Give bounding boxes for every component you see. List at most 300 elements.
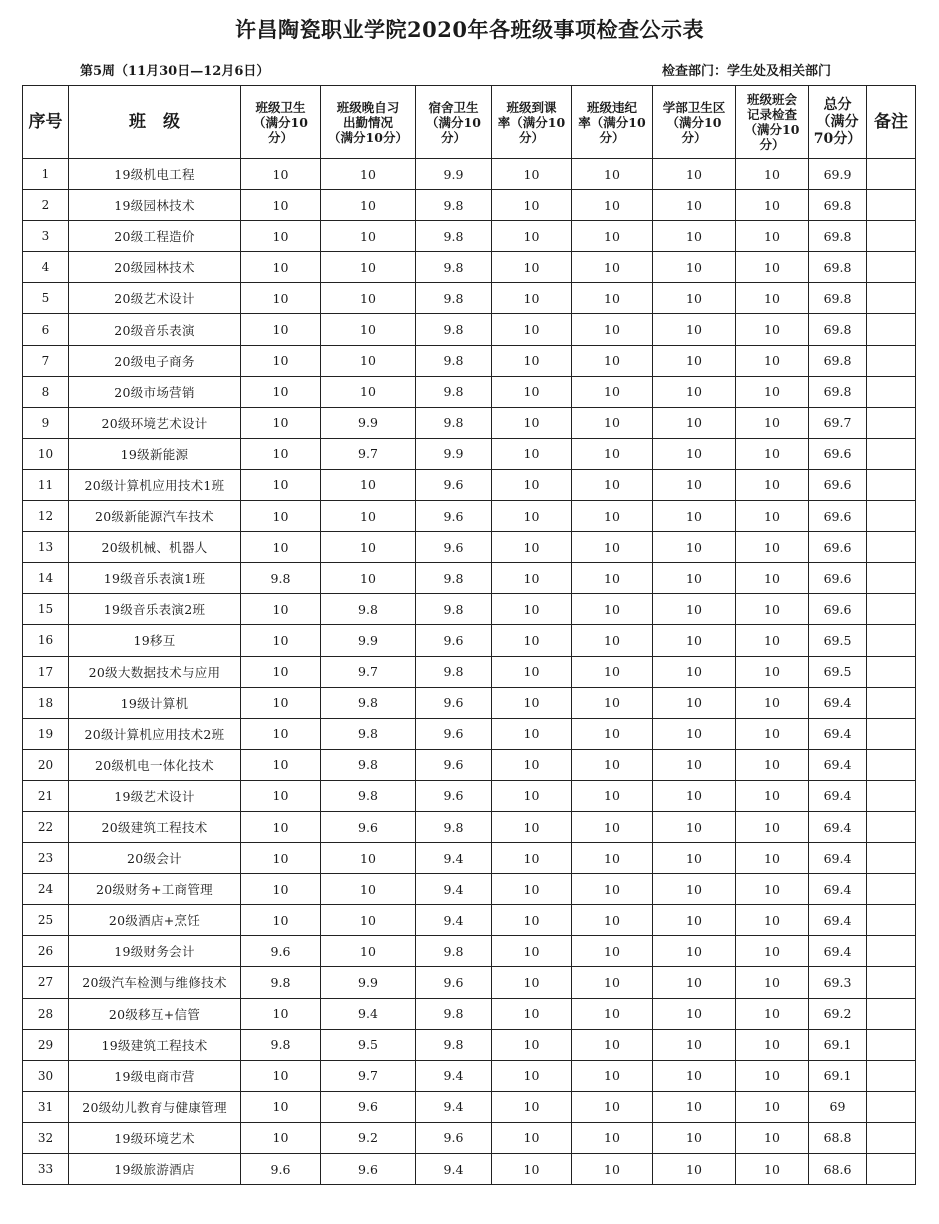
cell-class-name: 20级环境艺术设计 bbox=[69, 407, 241, 438]
cell-dorm-hygiene: 9.9 bbox=[416, 159, 492, 190]
cell-dorm-hygiene: 9.4 bbox=[416, 843, 492, 874]
cell-total: 69.8 bbox=[809, 221, 867, 252]
cell-area-hygiene: 10 bbox=[653, 998, 736, 1029]
cell-class-name: 20级机电一体化技术 bbox=[69, 749, 241, 780]
cell-class-name: 19级旅游酒店 bbox=[69, 1154, 241, 1185]
cell-class-hygiene: 10 bbox=[241, 625, 321, 656]
cell-total: 69.1 bbox=[809, 1029, 867, 1060]
cell-remarks bbox=[867, 1154, 916, 1185]
cell-dorm-hygiene: 9.8 bbox=[416, 407, 492, 438]
cell-evening-study: 9.9 bbox=[321, 407, 416, 438]
cell-attendance-rate: 10 bbox=[492, 1091, 572, 1122]
cell-meeting-record: 10 bbox=[736, 998, 809, 1029]
cell-attendance-rate: 10 bbox=[492, 1154, 572, 1185]
cell-remarks bbox=[867, 345, 916, 376]
cell-area-hygiene: 10 bbox=[653, 1060, 736, 1091]
page-title: 许昌陶瓷职业学院2020年各班级事项检查公示表 bbox=[235, 17, 704, 42]
cell-remarks bbox=[867, 687, 916, 718]
table-row bbox=[23, 1122, 916, 1153]
cell-discipline-rate: 10 bbox=[572, 376, 653, 407]
cell-class-hygiene: 9.8 bbox=[241, 967, 321, 998]
cell-index: 26 bbox=[23, 936, 69, 967]
cell-class-hygiene: 10 bbox=[241, 905, 321, 936]
cell-index: 11 bbox=[23, 469, 69, 500]
cell-index: 9 bbox=[23, 407, 69, 438]
cell-attendance-rate: 10 bbox=[492, 532, 572, 563]
cell-dorm-hygiene: 9.6 bbox=[416, 967, 492, 998]
cell-evening-study: 9.7 bbox=[321, 1060, 416, 1091]
cell-evening-study: 10 bbox=[321, 190, 416, 221]
cell-evening-study: 10 bbox=[321, 843, 416, 874]
cell-meeting-record: 10 bbox=[736, 594, 809, 625]
cell-index: 4 bbox=[23, 252, 69, 283]
cell-class-name: 20级汽车检测与维修技术 bbox=[69, 967, 241, 998]
cell-class-hygiene: 10 bbox=[241, 1091, 321, 1122]
cell-discipline-rate: 10 bbox=[572, 718, 653, 749]
cell-class-hygiene: 10 bbox=[241, 283, 321, 314]
cell-attendance-rate: 10 bbox=[492, 780, 572, 811]
cell-meeting-record: 10 bbox=[736, 874, 809, 905]
cell-class-name: 19级音乐表演1班 bbox=[69, 563, 241, 594]
cell-discipline-rate: 10 bbox=[572, 501, 653, 532]
cell-class-name: 19级建筑工程技术 bbox=[69, 1029, 241, 1060]
cell-class-hygiene: 10 bbox=[241, 1060, 321, 1091]
table-row bbox=[23, 469, 916, 500]
cell-discipline-rate: 10 bbox=[572, 407, 653, 438]
cell-total: 69.3 bbox=[809, 967, 867, 998]
cell-evening-study: 10 bbox=[321, 874, 416, 905]
cell-remarks bbox=[867, 749, 916, 780]
cell-index: 14 bbox=[23, 563, 69, 594]
cell-attendance-rate: 10 bbox=[492, 376, 572, 407]
table-row bbox=[23, 438, 916, 469]
cell-class-hygiene: 10 bbox=[241, 687, 321, 718]
cell-dorm-hygiene: 9.6 bbox=[416, 780, 492, 811]
cell-evening-study: 9.8 bbox=[321, 718, 416, 749]
header-class-hygiene: 班级卫生 （满分10 分） bbox=[241, 86, 321, 159]
cell-remarks bbox=[867, 469, 916, 500]
table-row bbox=[23, 905, 916, 936]
cell-dorm-hygiene: 9.8 bbox=[416, 594, 492, 625]
cell-class-hygiene: 10 bbox=[241, 749, 321, 780]
cell-evening-study: 9.6 bbox=[321, 1154, 416, 1185]
cell-area-hygiene: 10 bbox=[653, 283, 736, 314]
cell-area-hygiene: 10 bbox=[653, 501, 736, 532]
cell-evening-study: 9.8 bbox=[321, 749, 416, 780]
cell-meeting-record: 10 bbox=[736, 936, 809, 967]
cell-discipline-rate: 10 bbox=[572, 1091, 653, 1122]
cell-dorm-hygiene: 9.6 bbox=[416, 501, 492, 532]
cell-evening-study: 10 bbox=[321, 376, 416, 407]
table-row bbox=[23, 563, 916, 594]
cell-index: 6 bbox=[23, 314, 69, 345]
cell-dorm-hygiene: 9.6 bbox=[416, 469, 492, 500]
cell-attendance-rate: 10 bbox=[492, 283, 572, 314]
cell-area-hygiene: 10 bbox=[653, 718, 736, 749]
cell-attendance-rate: 10 bbox=[492, 190, 572, 221]
cell-meeting-record: 10 bbox=[736, 1091, 809, 1122]
cell-meeting-record: 10 bbox=[736, 407, 809, 438]
cell-total: 69.8 bbox=[809, 190, 867, 221]
cell-dorm-hygiene: 9.8 bbox=[416, 656, 492, 687]
cell-meeting-record: 10 bbox=[736, 221, 809, 252]
cell-dorm-hygiene: 9.8 bbox=[416, 190, 492, 221]
cell-discipline-rate: 10 bbox=[572, 843, 653, 874]
cell-class-hygiene: 10 bbox=[241, 501, 321, 532]
cell-index: 32 bbox=[23, 1122, 69, 1153]
cell-meeting-record: 10 bbox=[736, 345, 809, 376]
cell-total: 68.6 bbox=[809, 1154, 867, 1185]
cell-area-hygiene: 10 bbox=[653, 625, 736, 656]
cell-dorm-hygiene: 9.8 bbox=[416, 998, 492, 1029]
table-row bbox=[23, 407, 916, 438]
cell-evening-study: 9.9 bbox=[321, 625, 416, 656]
cell-attendance-rate: 10 bbox=[492, 967, 572, 998]
cell-meeting-record: 10 bbox=[736, 1060, 809, 1091]
cell-remarks bbox=[867, 221, 916, 252]
cell-remarks bbox=[867, 1091, 916, 1122]
cell-area-hygiene: 10 bbox=[653, 190, 736, 221]
cell-class-name: 19级财务会计 bbox=[69, 936, 241, 967]
cell-remarks bbox=[867, 874, 916, 905]
cell-dorm-hygiene: 9.4 bbox=[416, 1154, 492, 1185]
cell-total: 69.5 bbox=[809, 656, 867, 687]
cell-remarks bbox=[867, 159, 916, 190]
cell-class-name: 20级移互+信管 bbox=[69, 998, 241, 1029]
cell-discipline-rate: 10 bbox=[572, 252, 653, 283]
cell-class-name: 20级市场营销 bbox=[69, 376, 241, 407]
cell-class-name: 20级大数据技术与应用 bbox=[69, 656, 241, 687]
cell-dorm-hygiene: 9.4 bbox=[416, 874, 492, 905]
cell-evening-study: 9.8 bbox=[321, 687, 416, 718]
cell-attendance-rate: 10 bbox=[492, 811, 572, 842]
cell-dorm-hygiene: 9.8 bbox=[416, 314, 492, 345]
cell-attendance-rate: 10 bbox=[492, 469, 572, 500]
cell-attendance-rate: 10 bbox=[492, 1029, 572, 1060]
cell-meeting-record: 10 bbox=[736, 252, 809, 283]
cell-dorm-hygiene: 9.8 bbox=[416, 283, 492, 314]
cell-index: 27 bbox=[23, 967, 69, 998]
cell-area-hygiene: 10 bbox=[653, 345, 736, 376]
cell-dorm-hygiene: 9.6 bbox=[416, 687, 492, 718]
cell-meeting-record: 10 bbox=[736, 1122, 809, 1153]
cell-class-hygiene: 10 bbox=[241, 159, 321, 190]
cell-class-name: 20级计算机应用技术1班 bbox=[69, 469, 241, 500]
cell-meeting-record: 10 bbox=[736, 563, 809, 594]
cell-evening-study: 10 bbox=[321, 221, 416, 252]
cell-total: 69.4 bbox=[809, 874, 867, 905]
cell-dorm-hygiene: 9.6 bbox=[416, 718, 492, 749]
cell-class-hygiene: 10 bbox=[241, 811, 321, 842]
table-row bbox=[23, 190, 916, 221]
cell-meeting-record: 10 bbox=[736, 811, 809, 842]
cell-class-hygiene: 10 bbox=[241, 314, 321, 345]
cell-total: 68.8 bbox=[809, 1122, 867, 1153]
cell-discipline-rate: 10 bbox=[572, 190, 653, 221]
cell-meeting-record: 10 bbox=[736, 625, 809, 656]
cell-evening-study: 9.6 bbox=[321, 811, 416, 842]
cell-discipline-rate: 10 bbox=[572, 780, 653, 811]
cell-index: 5 bbox=[23, 283, 69, 314]
cell-evening-study: 10 bbox=[321, 563, 416, 594]
cell-dorm-hygiene: 9.8 bbox=[416, 345, 492, 376]
cell-total: 69.8 bbox=[809, 314, 867, 345]
header-index: 序号 bbox=[23, 86, 69, 159]
cell-total: 69.5 bbox=[809, 625, 867, 656]
cell-total: 69.6 bbox=[809, 438, 867, 469]
cell-total: 69.4 bbox=[809, 843, 867, 874]
cell-discipline-rate: 10 bbox=[572, 563, 653, 594]
cell-discipline-rate: 10 bbox=[572, 1154, 653, 1185]
cell-attendance-rate: 10 bbox=[492, 407, 572, 438]
cell-class-name: 20级机械、机器人 bbox=[69, 532, 241, 563]
cell-index: 2 bbox=[23, 190, 69, 221]
cell-area-hygiene: 10 bbox=[653, 687, 736, 718]
cell-area-hygiene: 10 bbox=[653, 811, 736, 842]
cell-index: 16 bbox=[23, 625, 69, 656]
cell-class-hygiene: 10 bbox=[241, 718, 321, 749]
cell-attendance-rate: 10 bbox=[492, 874, 572, 905]
cell-index: 17 bbox=[23, 656, 69, 687]
cell-remarks bbox=[867, 780, 916, 811]
cell-evening-study: 10 bbox=[321, 159, 416, 190]
department-label: 检查部门：学生处及相关部门 bbox=[662, 64, 832, 79]
cell-evening-study: 10 bbox=[321, 283, 416, 314]
cell-discipline-rate: 10 bbox=[572, 1029, 653, 1060]
cell-class-name: 20级工程造价 bbox=[69, 221, 241, 252]
table-row bbox=[23, 252, 916, 283]
cell-index: 22 bbox=[23, 811, 69, 842]
header-discipline-rate: 班级违纪 率（满分10 分） bbox=[572, 86, 653, 159]
cell-index: 1 bbox=[23, 159, 69, 190]
table-header-row bbox=[23, 86, 916, 159]
cell-area-hygiene: 10 bbox=[653, 780, 736, 811]
cell-remarks bbox=[867, 190, 916, 221]
cell-class-hygiene: 10 bbox=[241, 1122, 321, 1153]
cell-class-name: 20级艺术设计 bbox=[69, 283, 241, 314]
table-row bbox=[23, 159, 916, 190]
cell-evening-study: 9.8 bbox=[321, 780, 416, 811]
table-row bbox=[23, 874, 916, 905]
cell-attendance-rate: 10 bbox=[492, 749, 572, 780]
cell-index: 28 bbox=[23, 998, 69, 1029]
table-row bbox=[23, 811, 916, 842]
cell-discipline-rate: 10 bbox=[572, 625, 653, 656]
cell-total: 69.6 bbox=[809, 594, 867, 625]
cell-remarks bbox=[867, 967, 916, 998]
cell-meeting-record: 10 bbox=[736, 532, 809, 563]
cell-index: 7 bbox=[23, 345, 69, 376]
cell-dorm-hygiene: 9.8 bbox=[416, 252, 492, 283]
table-row bbox=[23, 780, 916, 811]
cell-attendance-rate: 10 bbox=[492, 656, 572, 687]
cell-class-name: 19级环境艺术 bbox=[69, 1122, 241, 1153]
cell-discipline-rate: 10 bbox=[572, 532, 653, 563]
cell-total: 69.6 bbox=[809, 469, 867, 500]
cell-discipline-rate: 10 bbox=[572, 905, 653, 936]
cell-dorm-hygiene: 9.6 bbox=[416, 625, 492, 656]
cell-evening-study: 9.5 bbox=[321, 1029, 416, 1060]
cell-attendance-rate: 10 bbox=[492, 936, 572, 967]
cell-meeting-record: 10 bbox=[736, 687, 809, 718]
cell-meeting-record: 10 bbox=[736, 780, 809, 811]
cell-total: 69.4 bbox=[809, 718, 867, 749]
cell-area-hygiene: 10 bbox=[653, 252, 736, 283]
cell-index: 20 bbox=[23, 749, 69, 780]
cell-area-hygiene: 10 bbox=[653, 159, 736, 190]
cell-class-name: 20级音乐表演 bbox=[69, 314, 241, 345]
cell-remarks bbox=[867, 905, 916, 936]
cell-total: 69.6 bbox=[809, 563, 867, 594]
header-total: 总分 （满分 70分） bbox=[809, 86, 867, 159]
table-row bbox=[23, 625, 916, 656]
cell-remarks bbox=[867, 843, 916, 874]
cell-remarks bbox=[867, 625, 916, 656]
cell-discipline-rate: 10 bbox=[572, 283, 653, 314]
cell-dorm-hygiene: 9.8 bbox=[416, 563, 492, 594]
cell-attendance-rate: 10 bbox=[492, 314, 572, 345]
cell-class-name: 19级音乐表演2班 bbox=[69, 594, 241, 625]
cell-area-hygiene: 10 bbox=[653, 407, 736, 438]
cell-remarks bbox=[867, 936, 916, 967]
cell-dorm-hygiene: 9.6 bbox=[416, 1122, 492, 1153]
cell-evening-study: 10 bbox=[321, 345, 416, 376]
cell-index: 8 bbox=[23, 376, 69, 407]
cell-class-hygiene: 10 bbox=[241, 252, 321, 283]
cell-remarks bbox=[867, 594, 916, 625]
cell-class-hygiene: 10 bbox=[241, 221, 321, 252]
cell-total: 69.1 bbox=[809, 1060, 867, 1091]
cell-dorm-hygiene: 9.8 bbox=[416, 376, 492, 407]
cell-meeting-record: 10 bbox=[736, 656, 809, 687]
cell-attendance-rate: 10 bbox=[492, 159, 572, 190]
cell-discipline-rate: 10 bbox=[572, 345, 653, 376]
cell-remarks bbox=[867, 998, 916, 1029]
cell-remarks bbox=[867, 656, 916, 687]
cell-remarks bbox=[867, 501, 916, 532]
cell-evening-study: 10 bbox=[321, 252, 416, 283]
inspection-table bbox=[22, 85, 916, 1185]
cell-total: 69.8 bbox=[809, 376, 867, 407]
cell-total: 69.9 bbox=[809, 159, 867, 190]
table-row bbox=[23, 843, 916, 874]
cell-meeting-record: 10 bbox=[736, 967, 809, 998]
cell-area-hygiene: 10 bbox=[653, 905, 736, 936]
cell-remarks bbox=[867, 811, 916, 842]
cell-meeting-record: 10 bbox=[736, 718, 809, 749]
cell-remarks bbox=[867, 718, 916, 749]
header-class: 班 级 bbox=[69, 86, 241, 159]
cell-meeting-record: 10 bbox=[736, 749, 809, 780]
cell-attendance-rate: 10 bbox=[492, 501, 572, 532]
table-row bbox=[23, 1029, 916, 1060]
cell-attendance-rate: 10 bbox=[492, 1060, 572, 1091]
cell-attendance-rate: 10 bbox=[492, 687, 572, 718]
table-row bbox=[23, 501, 916, 532]
cell-area-hygiene: 10 bbox=[653, 469, 736, 500]
cell-index: 30 bbox=[23, 1060, 69, 1091]
cell-class-hygiene: 10 bbox=[241, 874, 321, 905]
cell-discipline-rate: 10 bbox=[572, 687, 653, 718]
cell-class-hygiene: 9.8 bbox=[241, 563, 321, 594]
cell-remarks bbox=[867, 283, 916, 314]
cell-index: 24 bbox=[23, 874, 69, 905]
cell-dorm-hygiene: 9.6 bbox=[416, 749, 492, 780]
cell-remarks bbox=[867, 563, 916, 594]
cell-class-hygiene: 9.8 bbox=[241, 1029, 321, 1060]
cell-index: 33 bbox=[23, 1154, 69, 1185]
cell-dorm-hygiene: 9.9 bbox=[416, 438, 492, 469]
cell-meeting-record: 10 bbox=[736, 905, 809, 936]
cell-remarks bbox=[867, 1122, 916, 1153]
cell-meeting-record: 10 bbox=[736, 283, 809, 314]
cell-remarks bbox=[867, 407, 916, 438]
cell-total: 69.4 bbox=[809, 749, 867, 780]
cell-dorm-hygiene: 9.8 bbox=[416, 221, 492, 252]
cell-discipline-rate: 10 bbox=[572, 749, 653, 780]
cell-area-hygiene: 10 bbox=[653, 967, 736, 998]
cell-attendance-rate: 10 bbox=[492, 563, 572, 594]
cell-total: 69.4 bbox=[809, 905, 867, 936]
cell-class-hygiene: 10 bbox=[241, 438, 321, 469]
cell-discipline-rate: 10 bbox=[572, 656, 653, 687]
cell-meeting-record: 10 bbox=[736, 159, 809, 190]
table-row bbox=[23, 718, 916, 749]
cell-discipline-rate: 10 bbox=[572, 438, 653, 469]
header-attendance-rate: 班级到课 率（满分10 分） bbox=[492, 86, 572, 159]
cell-area-hygiene: 10 bbox=[653, 874, 736, 905]
table-row bbox=[23, 283, 916, 314]
table-row bbox=[23, 998, 916, 1029]
cell-discipline-rate: 10 bbox=[572, 998, 653, 1029]
cell-class-hygiene: 10 bbox=[241, 469, 321, 500]
table-row bbox=[23, 936, 916, 967]
cell-attendance-rate: 10 bbox=[492, 221, 572, 252]
cell-evening-study: 9.7 bbox=[321, 656, 416, 687]
cell-remarks bbox=[867, 1029, 916, 1060]
table-row bbox=[23, 967, 916, 998]
cell-remarks bbox=[867, 376, 916, 407]
cell-index: 10 bbox=[23, 438, 69, 469]
cell-discipline-rate: 10 bbox=[572, 936, 653, 967]
cell-index: 3 bbox=[23, 221, 69, 252]
cell-meeting-record: 10 bbox=[736, 469, 809, 500]
cell-area-hygiene: 10 bbox=[653, 1154, 736, 1185]
cell-class-hygiene: 10 bbox=[241, 532, 321, 563]
cell-area-hygiene: 10 bbox=[653, 656, 736, 687]
cell-discipline-rate: 10 bbox=[572, 874, 653, 905]
cell-class-name: 19级新能源 bbox=[69, 438, 241, 469]
cell-attendance-rate: 10 bbox=[492, 1122, 572, 1153]
cell-meeting-record: 10 bbox=[736, 376, 809, 407]
cell-area-hygiene: 10 bbox=[653, 1091, 736, 1122]
cell-class-name: 20级酒店+烹饪 bbox=[69, 905, 241, 936]
cell-class-hygiene: 10 bbox=[241, 345, 321, 376]
cell-class-name: 19级艺术设计 bbox=[69, 780, 241, 811]
cell-evening-study: 9.8 bbox=[321, 594, 416, 625]
cell-discipline-rate: 10 bbox=[572, 811, 653, 842]
cell-index: 12 bbox=[23, 501, 69, 532]
cell-index: 13 bbox=[23, 532, 69, 563]
cell-discipline-rate: 10 bbox=[572, 594, 653, 625]
header-meeting-record: 班级班会 记录检查 （满分10 分） bbox=[736, 86, 809, 159]
cell-class-hygiene: 9.6 bbox=[241, 936, 321, 967]
cell-area-hygiene: 10 bbox=[653, 314, 736, 345]
cell-total: 69.4 bbox=[809, 780, 867, 811]
cell-evening-study: 9.7 bbox=[321, 438, 416, 469]
cell-total: 69.6 bbox=[809, 501, 867, 532]
cell-attendance-rate: 10 bbox=[492, 345, 572, 376]
